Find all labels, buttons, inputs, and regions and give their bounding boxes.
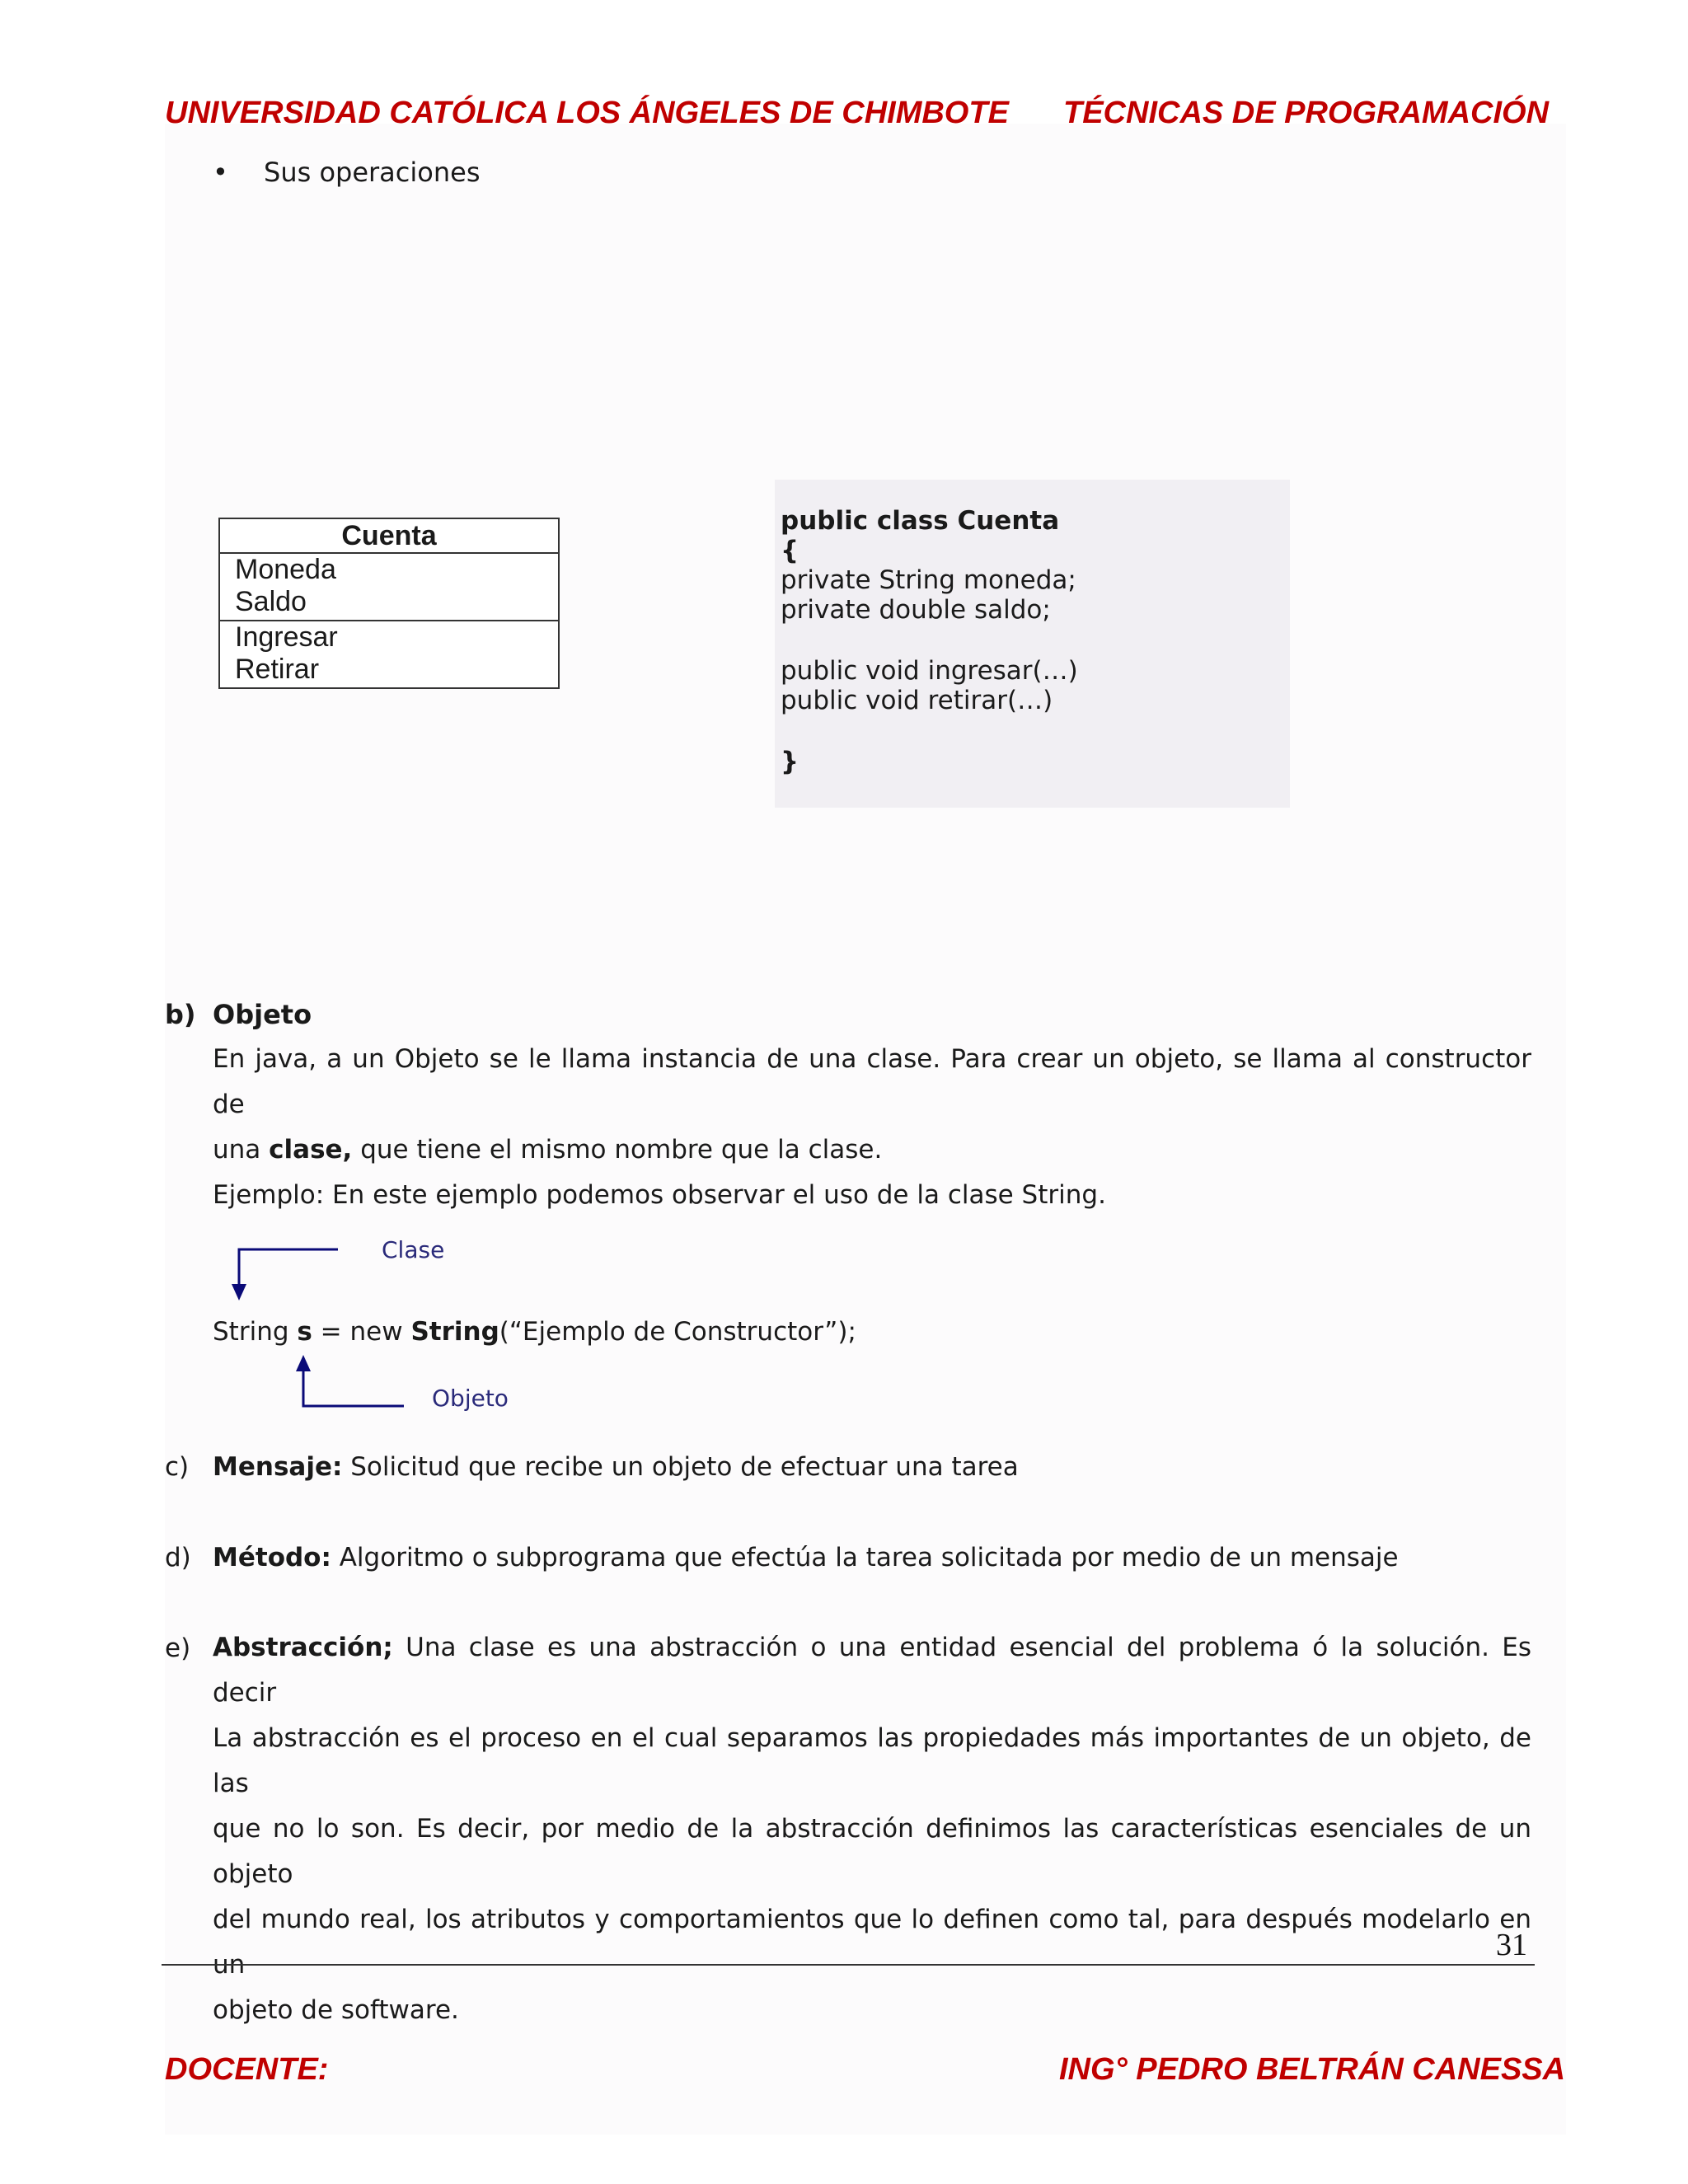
term: Método: [213, 1543, 331, 1572]
annotation-clase: Clase [382, 1236, 445, 1263]
footer-divider [162, 1964, 1535, 1966]
text-span: que tiene el mismo nombre que la clase. [352, 1135, 883, 1165]
definition-text: Solicitud que recibe un objeto de efectuar una tarea [342, 1452, 1019, 1482]
uml-operation: Retirar [235, 654, 320, 685]
text-span: = new [312, 1317, 411, 1347]
mensaje-definition [213, 1452, 1019, 1482]
code-line: public void ingresar(…) [781, 656, 1078, 686]
code-line: { [781, 536, 799, 565]
example-text: Ejemplo: En este ejemplo podemos observar el uso de la clase String. [213, 1180, 1106, 1210]
term: Abstracción; [213, 1633, 393, 1662]
text-span: String [213, 1317, 298, 1347]
code-line: public void retirar(…) [781, 686, 1053, 715]
section-marker: e) [165, 1633, 191, 1663]
code-line: private String moneda; [781, 565, 1076, 595]
clase-arrowhead-icon [232, 1284, 246, 1301]
bullet-text: Sus operaciones [264, 157, 481, 188]
section-title: Objeto [213, 999, 312, 1030]
constructor-example [213, 1317, 856, 1347]
section-marker: c) [165, 1452, 190, 1482]
definition-text: Algoritmo o subprograma que efectúa la tarea solicitada por medio de un mensaje [331, 1543, 1399, 1572]
code-line: private double saldo; [781, 595, 1051, 625]
paragraph-line: En java, a un Objeto se le llama instancia de una clase. Para crear un objeto, se llama al constructor de [213, 1044, 1531, 1119]
paragraph-line: La abstracción es el proceso en el cual separamos las propiedades más importantes de un objeto, de las [213, 1723, 1531, 1798]
code-line: public class Cuenta [781, 506, 1060, 536]
paragraph-line: objeto de software. [213, 1995, 459, 2025]
term: Mensaje: [213, 1452, 343, 1482]
text-span: una [213, 1135, 270, 1165]
uml-class-name: Cuenta [220, 519, 558, 554]
paragraph-line [213, 1625, 1531, 1716]
uml-attribute: Saldo [235, 586, 307, 617]
text-span: Una clase es una abstracción o una entidad esencial del problema ó la solución. Es decir [213, 1633, 1531, 1708]
header-course: TÉCNICAS DE PROGRAMACIÓN [1063, 96, 1550, 130]
objeto-arrow-icon [303, 1370, 404, 1406]
metodo-definition [213, 1543, 1399, 1572]
code-line: } [781, 747, 799, 776]
abstraccion-paragraph [213, 1625, 1531, 2033]
class-name: String [410, 1317, 499, 1347]
uml-operation: Ingresar [235, 621, 338, 653]
page-number: 31 [1496, 1928, 1527, 1962]
clase-arrow-icon [239, 1249, 338, 1286]
section-marker: b) [165, 999, 196, 1030]
object-variable: s [297, 1317, 312, 1347]
annotation-objeto: Objeto [432, 1385, 509, 1412]
text-span: (“Ejemplo de Constructor”); [499, 1317, 856, 1347]
footer-teacher: ING° PEDRO BELTRÁN CANESSA [1059, 2052, 1566, 2087]
bold-term: clase, [269, 1135, 353, 1165]
bullet-icon: • [213, 157, 228, 188]
header-university: UNIVERSIDAD CATÓLICA LOS ÁNGELES DE CHIMBOTE [165, 96, 1009, 130]
paragraph-line: que no lo son. Es decir, por medio de la abstracción definimos las características esenciales de un objeto [213, 1814, 1531, 1889]
footer-label: DOCENTE: [165, 2052, 329, 2087]
objeto-arrowhead-icon [296, 1355, 311, 1371]
paragraph-line: del mundo real, los atributos y comportamientos que lo definen como tal, para después modelarlo en un [213, 1905, 1531, 1980]
uml-attribute: Moneda [235, 554, 336, 585]
section-marker: d) [165, 1543, 191, 1572]
